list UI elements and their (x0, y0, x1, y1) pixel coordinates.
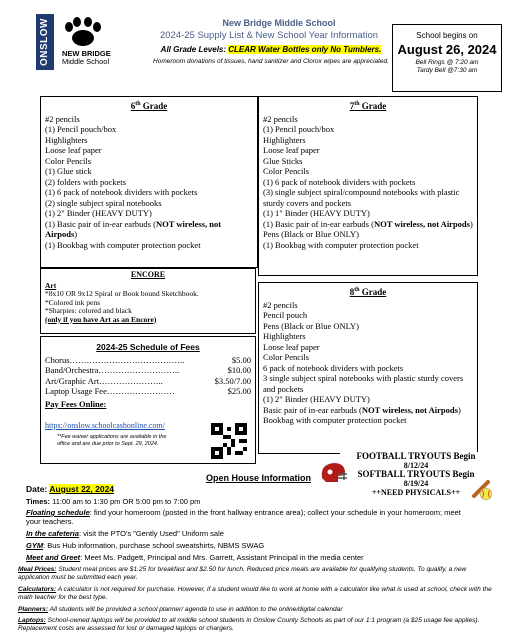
list-item: Pens (Black or Blue ONLY) (263, 229, 359, 239)
fee-name: Band/Orchestra……………………….. (45, 365, 180, 375)
logo-line2: Middle School (62, 57, 110, 66)
list-item: #2 pencils (263, 113, 298, 124)
earbuds-close: ) (469, 218, 473, 229)
list-item: Highlighters (263, 134, 306, 145)
list-item: #2 pencils (263, 299, 298, 310)
fees-title: 2024-25 Schedule of Fees (96, 342, 200, 352)
homeroom-donations-note: Homeroom donations of tissues, hand sanitizer and Clorox wipes are appreciated. (153, 58, 389, 65)
pay-fees-label: Pay Fees Online: (45, 398, 107, 409)
grade7-heading (263, 99, 473, 112)
onslow-logo (36, 14, 54, 70)
list-item: Glue Sticks (263, 155, 303, 166)
logo-school-name (62, 50, 111, 66)
planners-label: Planners: (18, 606, 49, 613)
caf-label: In the cafeteria (26, 529, 79, 538)
planners (18, 606, 498, 614)
list-item: (1) 6 pack of notebook dividers with pockets (45, 187, 198, 197)
earbuds-text: (1) Basic pair of in-ear earbuds ( (263, 218, 374, 229)
list-item: 6 pack of notebook dividers with pockets (263, 362, 404, 373)
softball-icon (470, 476, 496, 502)
pay-fees-link[interactable]: https://onslow.schoolcashonline.com/ (45, 421, 165, 430)
meal-label: Meal Prices: (18, 566, 57, 573)
all-grade-prefix: All Grade Levels: (160, 45, 227, 54)
earbuds-text: Basic pair of in-ear earbuds ( (263, 404, 362, 415)
list-item: Highlighters (263, 331, 306, 341)
football-tryouts: FOOTBALL TRYOUTS Begin (356, 451, 476, 461)
calc-text: A calculator is not required for purchase. However, if a student would like to work at home with a calculator like what is used at school, check with the math teacher for the best type. (18, 586, 492, 601)
list-item: Loose leaf paper (263, 341, 320, 352)
encore-line: *Sharpies: colored and black (45, 306, 132, 315)
earbuds-text: (1) Basic pair of in-ear earbuds ( (45, 218, 156, 229)
calc-label: Calculators: (18, 586, 57, 593)
school-title: New Bridge Middle School (222, 18, 336, 28)
water-bottle-highlight: CLEAR Water Bottles only No Tumblers. (228, 45, 382, 54)
start-date: August 26, 2024 (397, 42, 497, 57)
fs-label: Floating schedule (26, 508, 90, 517)
laptops (18, 617, 498, 633)
list-item: (1) 6 pack of notebook dividers with pockets (263, 176, 416, 187)
grade6-heading (45, 99, 253, 112)
grade6-word: Grade (142, 101, 168, 111)
earbuds-bold: NOT wireless, not Airpods (361, 404, 458, 415)
list-item: Highlighters (45, 134, 88, 145)
gym-text: : Bus Hub information, purchase school sweatshirts, NBMS SWAG (43, 541, 265, 550)
list-item: (1) Bookbag with computer protection pocket (263, 239, 419, 250)
grade7-num: 7 (349, 101, 355, 111)
encore-line: *Colored ink pens (45, 297, 100, 307)
grade6-num: 6 (130, 101, 136, 111)
all-grade-levels-note (140, 45, 402, 54)
gym-info (26, 541, 466, 550)
calculators (18, 586, 498, 602)
list-item: (1) Pencil pouch/box (263, 124, 335, 134)
list-item (263, 405, 473, 416)
encore-box (40, 268, 256, 334)
fee-row (45, 365, 251, 376)
grade7-suffix: th (354, 101, 360, 107)
list-item: (2) folders with pockets (45, 176, 126, 187)
laptops-label: Laptops: (18, 617, 46, 624)
bell-time: Bell Rings @ 7:20 am (415, 59, 479, 66)
list-item: Color Pencils (263, 352, 310, 362)
fee-amount: $10.00 (227, 365, 251, 375)
encore-line: *8x10 OR 9x12 Spiral or Book bound Sketchbook. (45, 289, 199, 298)
physicals-note: ++NEED PHYSICALS++ (371, 488, 461, 497)
football-date: 8/12/24 (403, 461, 429, 470)
logo-brand: ONSLOW (39, 18, 50, 66)
open-house-date (26, 484, 114, 494)
grade6-supply-list (40, 96, 258, 268)
fee-row (45, 386, 251, 397)
encore-note: (only if you have Art as an Encore) (45, 314, 157, 324)
encore-title: ENCORE (130, 270, 166, 279)
planners-text: All students will be provided a school planner/ agenda to use in addition to the online/digital calendar (48, 606, 343, 613)
list-item: #2 pencils (45, 113, 80, 124)
school-start-box (392, 24, 502, 92)
floating-schedule (26, 508, 466, 526)
meet-greet-info (26, 553, 466, 562)
grade6-items (45, 114, 253, 251)
laptops-text: School-owned laptops will be provided to all middle school students in Onslow County Schools as part of our 1:1 program (a $25 usage fee applies). Replacement costs are assessed for lost or damaged laptops or chargers. (18, 617, 480, 632)
list-item (45, 219, 253, 240)
open-house-title: Open House Information (206, 473, 312, 483)
logo-line1: NEW BRIDGE (62, 49, 111, 58)
list-item: Loose leaf paper (263, 145, 320, 155)
caf-text: : visit the PTO's "Gently Used" Uniform sale (78, 529, 224, 538)
list-item: (1) Glue stick (45, 166, 92, 176)
fee-row (45, 376, 251, 387)
football-helmet-icon (318, 460, 348, 486)
bear-paw-icon (60, 16, 106, 48)
list-item: Pens (Black or Blue ONLY) (263, 320, 359, 331)
fee-amount: $25.00 (227, 386, 251, 396)
meal-text: Student meal prices are $1.25 for breakfast and $2.50 for lunch. Reduced price meals are available for qualifying students. To qualify, a new application must be submitted each year. (18, 566, 467, 581)
grade8-suffix: th (354, 287, 360, 293)
earbuds-close: ) (74, 229, 78, 239)
fee-waiver-note: **Fee waiver applications are available in the office and are due prior to Sept. 29, 2024. (57, 433, 167, 447)
list-item: (2) single subject spiral notebooks (45, 197, 162, 208)
grade7-items (263, 114, 473, 251)
fee-row (45, 355, 251, 366)
date-value: August 22, 2024 (49, 484, 115, 494)
grade8-items (263, 300, 473, 426)
grade8-num: 8 (349, 287, 355, 297)
list-item: (1) 2" Binder (HEAVY DUTY) (45, 208, 152, 218)
list-item: Color Pencils (45, 155, 92, 166)
list-item: Pencil pouch (263, 310, 308, 320)
fee-amount: $3.50/7.00 (214, 375, 251, 386)
tardy-time: Tardy Bell @7:30 am (416, 67, 478, 74)
list-item (263, 219, 473, 230)
fee-amount: $5.00 (231, 354, 251, 365)
fees-box (40, 336, 256, 464)
qr-code-icon[interactable] (211, 423, 247, 459)
times-label: Times: (26, 497, 51, 506)
earbuds-bold: NOT wireless, not Airpods (45, 218, 222, 239)
list-item: Color Pencils (263, 166, 310, 176)
list-item: (1) Bookbag with computer protection pocket (45, 239, 201, 250)
fee-name: Chorus………………………………….. (45, 354, 185, 365)
times-value: 11:00 am to 1:30 pm OR 5:00 pm to 7:00 pm (52, 497, 201, 506)
earbuds-bold: NOT wireless, not Airpods (373, 218, 470, 229)
softball-date: 8/19/24 (403, 479, 429, 488)
cafeteria-info (26, 529, 466, 538)
list-item: (3) single subject spiral/compound notebooks with plastic sturdy covers and pockets (263, 187, 460, 208)
grade7-supply-list (258, 96, 478, 276)
gym-label: GYM (26, 541, 44, 550)
list-item: (1) Pencil pouch/box (45, 124, 117, 134)
fee-name: Laptop Usage Fee…………………… (45, 386, 175, 396)
art-label: Art (45, 280, 57, 290)
fs-text: : find your homeroom (posted in the front hallway entrance area); collect your schedule in your homeroom; meet your teachers. (26, 508, 461, 526)
list-item: (1) 1" Binder (HEAVY DUTY) (263, 208, 370, 218)
grade8-heading (263, 285, 473, 298)
start-label: School begins on (416, 31, 478, 40)
open-house-times (26, 497, 466, 506)
meal-prices (18, 566, 498, 582)
softball-tryouts: SOFTBALL TRYOUTS Begin (357, 469, 475, 479)
list-item: Bookbag with computer protection pocket (263, 415, 407, 425)
list-item: Loose leaf paper (45, 145, 102, 155)
list-item: (1) 2" Binder (HEAVY DUTY) (263, 394, 370, 404)
meet-text: : Meet Ms. Padgett, Principal and Mrs. Garrett, Assistant Principal in the media center (80, 553, 364, 562)
grade7-word: Grade (361, 101, 387, 111)
fee-name: Art/Graphic Art………………….. (45, 375, 163, 386)
document-title: 2024-25 Supply List & New School Year Information (159, 30, 379, 41)
earbuds-close: ) (457, 404, 461, 415)
date-label: Date: (26, 484, 48, 494)
grade8-supply-list (258, 282, 478, 454)
list-item: 3 single subject spiral notebooks with plastic sturdy covers and pockets (263, 373, 464, 394)
grade8-word: Grade (361, 287, 387, 297)
meet-label: Meet and Greet (26, 553, 81, 562)
grade6-suffix: th (135, 101, 141, 107)
